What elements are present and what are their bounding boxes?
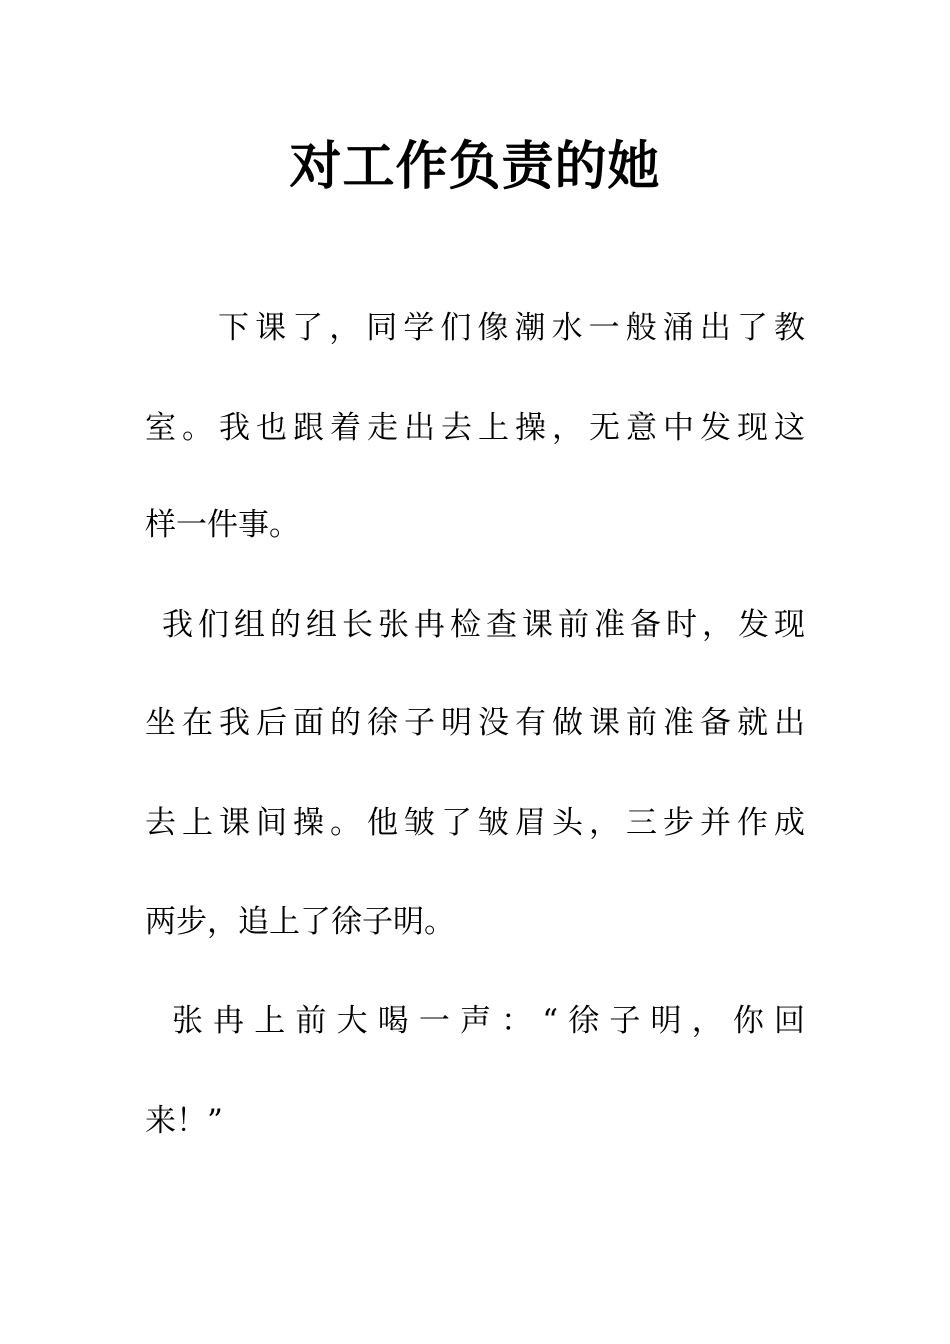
paragraph-line: 坐在我后面的徐子明没有做课前准备就出 (145, 705, 805, 741)
paragraph-line: 样一件事。 (145, 507, 300, 543)
paragraph-line: 去上课间操。他皱了皱眉头，三步并作成 (145, 805, 805, 841)
paragraph-line: 两步，追上了徐子明。 (145, 904, 455, 940)
paragraph-line: 张冉上前大喝一声：“徐子明，你回 (172, 1003, 805, 1039)
paragraph-line: 室。我也跟着走出去上操，无意中发现这 (145, 410, 805, 446)
document-title: 对工作负责的她 (289, 136, 661, 197)
paragraph-line: 下课了，同学们像潮水一般涌出了教 (218, 310, 805, 346)
paragraph-line: 来！” (145, 1103, 223, 1139)
paragraph-line: 我们组的组长张冉检查课前准备时，发现 (162, 607, 805, 643)
